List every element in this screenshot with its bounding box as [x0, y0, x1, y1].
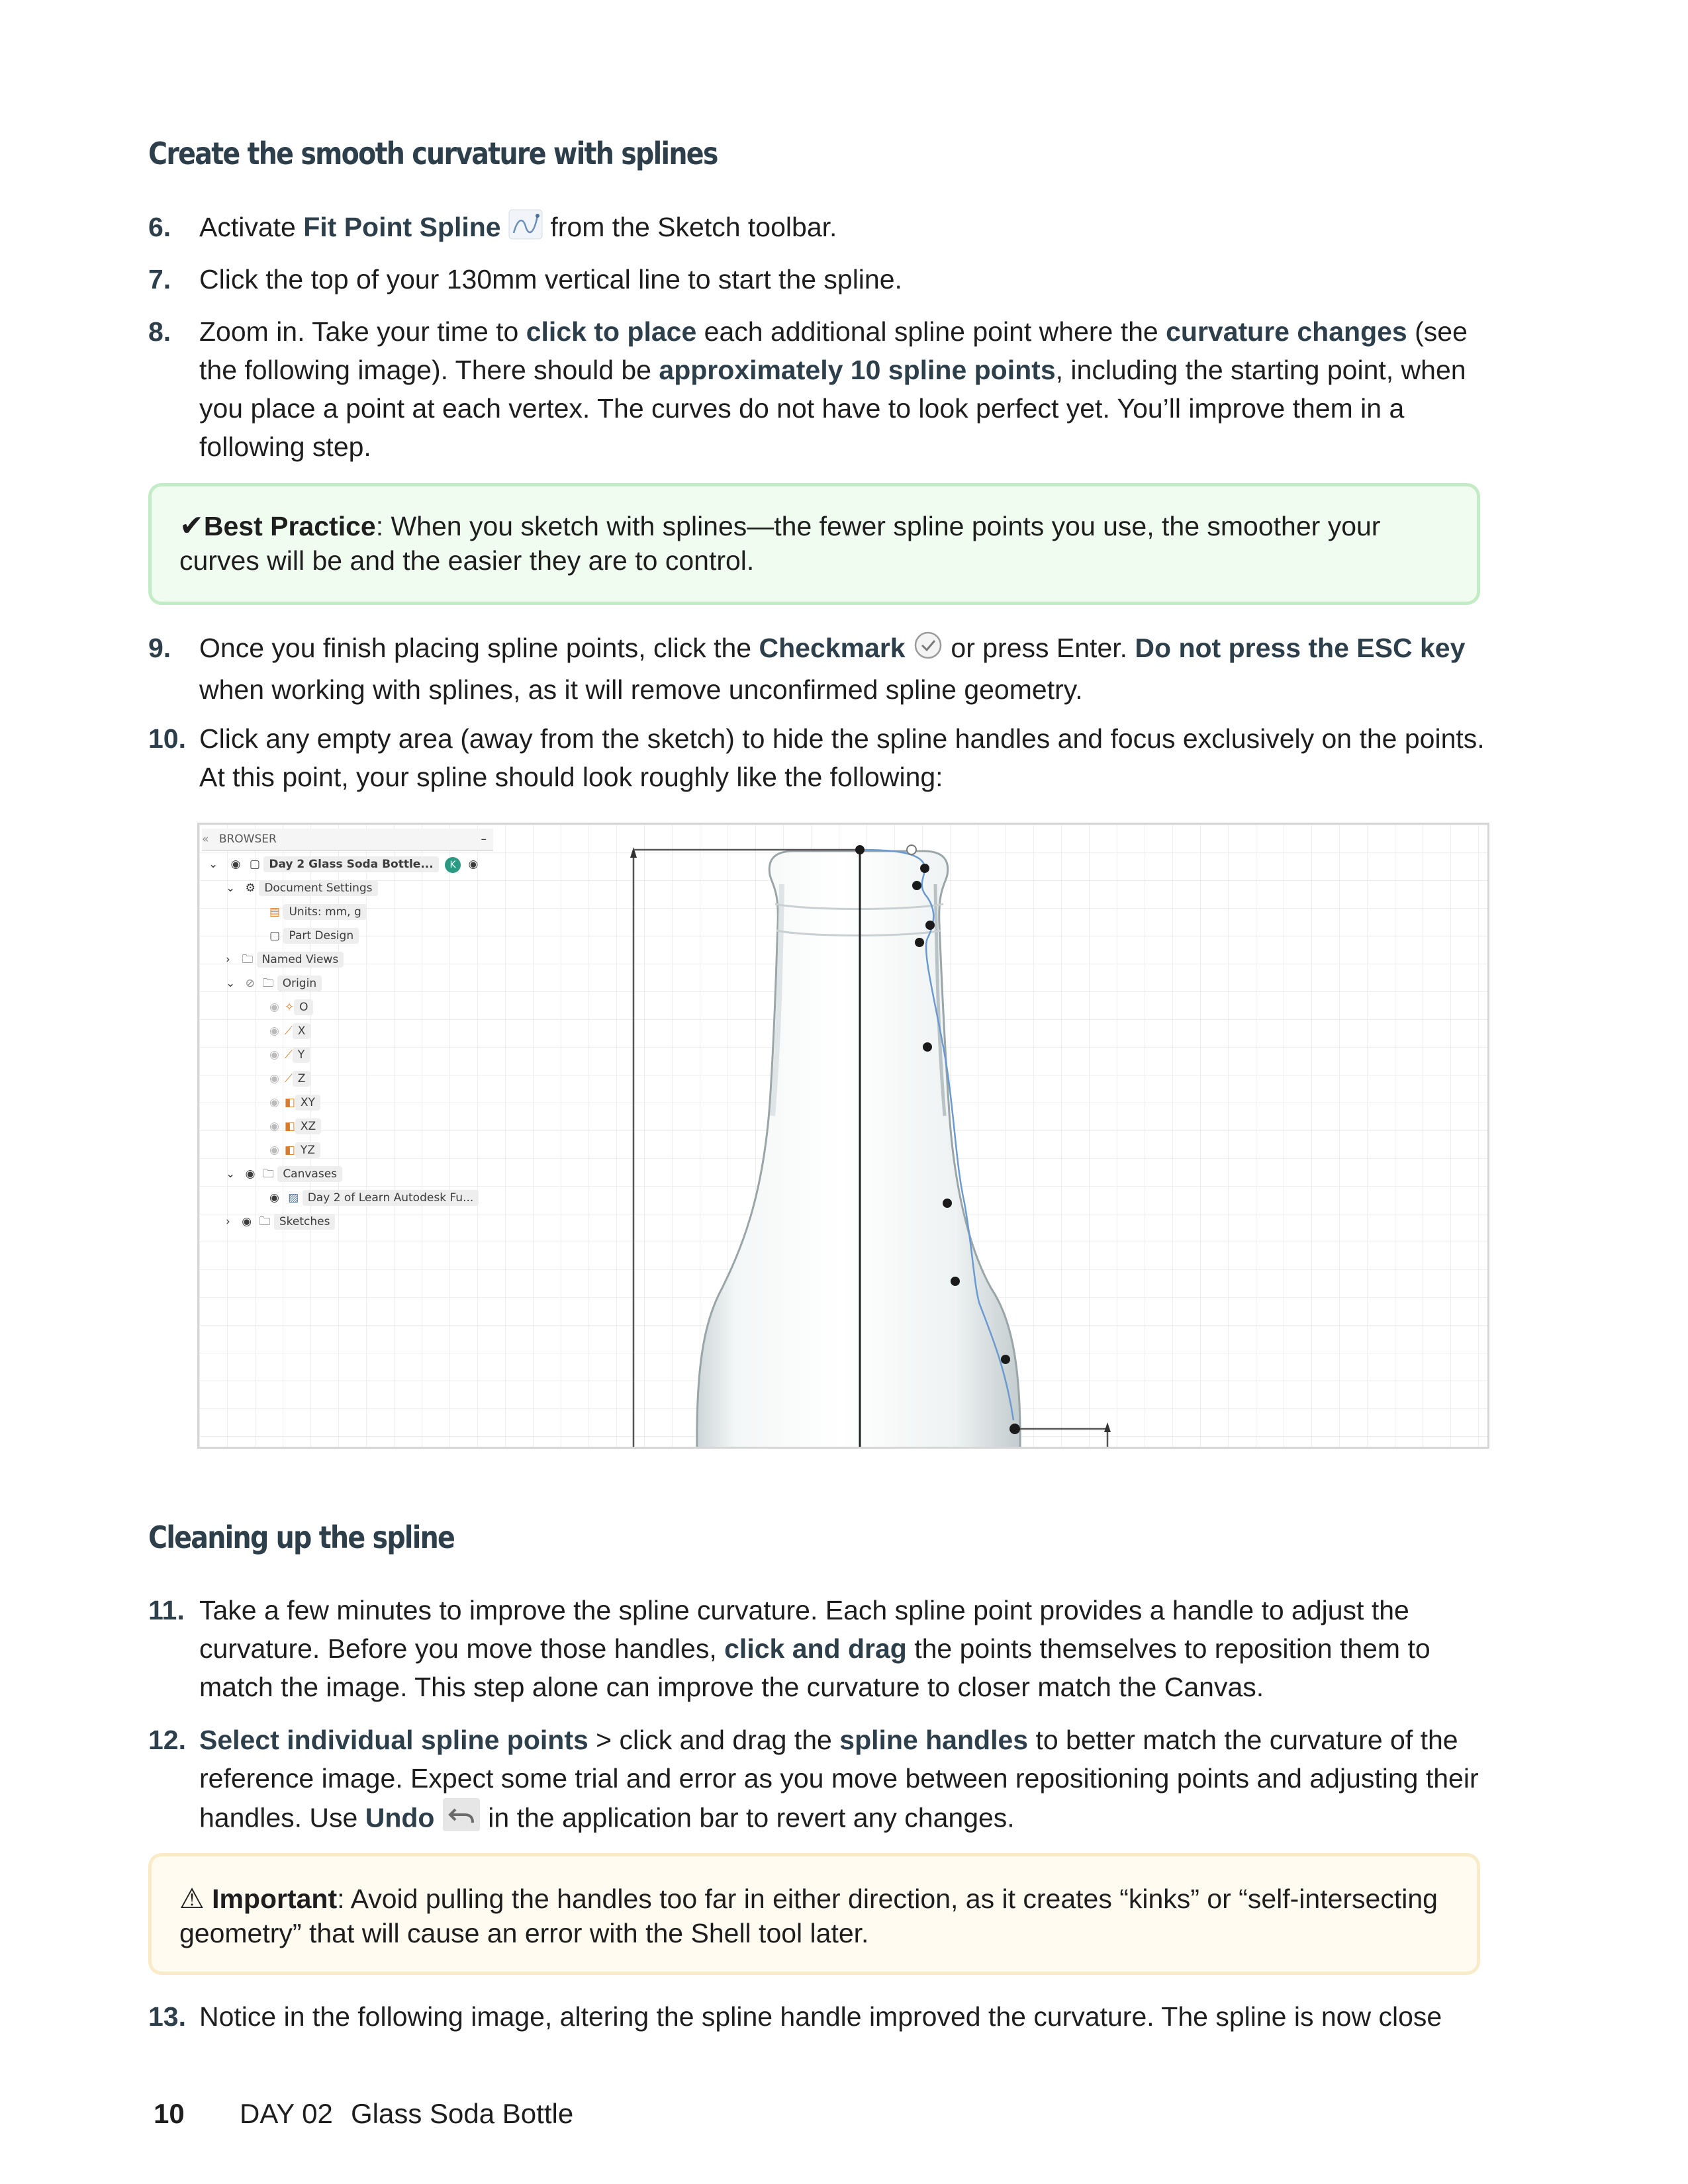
browser-title: BROWSER [218, 833, 277, 846]
tree-origin-item[interactable]: ◉ ⟋ Y [269, 1044, 310, 1066]
browser-root[interactable]: ⌄ ◉ ▢ Day 2 Glass Soda Bottle... K ◉ [209, 854, 478, 875]
step-number: 9. [148, 633, 171, 663]
user-badge: K [445, 857, 461, 873]
plane-icon: ◧ [284, 1144, 295, 1157]
tree-canvases[interactable]: ⌄ ◉ 🗀 Canvases [226, 1163, 342, 1185]
page-number: 10 [154, 2098, 185, 2129]
units-icon: ▤ [269, 905, 281, 919]
step-11: 11. Take a few minutes to improve the spline curvature. Each spline point provides a handle to adjust the curvature. Before you move those handles, click and drag the points themselves to reposition them to match the image. This step alone can improve the curvature to closer match the Canvas. [148, 1591, 1492, 1706]
step-number: 11. [148, 1595, 185, 1625]
collapse-panel-icon[interactable]: « [202, 833, 209, 846]
tree-document-settings[interactable]: ⌄ ⚙ Document Settings [226, 878, 378, 899]
axis-icon: ⟋ [284, 1048, 293, 1062]
hidden-eye-icon[interactable]: ◉ [269, 1048, 279, 1062]
section-heading-splines: Create the smooth curvature with splines [148, 136, 718, 171]
visibility-eye-icon[interactable]: ◉ [245, 1167, 256, 1181]
origin-point-icon: ✧ [284, 1001, 295, 1014]
minimize-panel-button[interactable]: – [481, 833, 487, 846]
visibility-eye-icon[interactable]: ◉ [230, 858, 241, 871]
step-13: 13. Notice in the following image, altering the spline handle improved the curvature. The spline is now close [148, 1997, 1492, 2036]
step-7: 7. Click the top of your 130mm vertical line to start the spline. [148, 260, 1492, 298]
tree-named-views[interactable]: › 🗀 Named Views [226, 949, 344, 970]
folder-icon: 🗀 [262, 977, 274, 990]
gear-icon: ⚙ [245, 882, 256, 895]
checkmark-circle-icon [913, 630, 943, 670]
step-6: 6. Activate Fit Point Spline from the Sketch toolbar. [148, 208, 1492, 250]
tree-origin-item[interactable]: ◉ ⟋ Z [269, 1068, 310, 1089]
best-practice-callout: ✔Best Practice: When you sketch with splines—the fewer spline points you use, the smoother your curves will be and the easier they are to control. [148, 483, 1480, 605]
axis-icon: ⟋ [284, 1072, 293, 1085]
tree-origin[interactable]: ⌄ ⊘ 🗀 Origin [226, 973, 322, 994]
chevron-down-icon[interactable]: ⌄ [226, 882, 236, 895]
hidden-eye-icon[interactable]: ◉ [269, 1096, 279, 1109]
step-number: 7. [148, 264, 171, 295]
component-icon: ▢ [249, 858, 260, 871]
chevron-down-icon[interactable]: ⌄ [209, 858, 218, 871]
step-9: 9. Once you finish placing spline points, click the Checkmark or press Enter. Do not press the ESC key when working with splines, as it will remove unconfirmed spline geometry. [148, 629, 1492, 709]
tree-origin-item[interactable]: ◉ ◧ XY [269, 1092, 320, 1113]
hidden-eye-icon[interactable]: ◉ [269, 1001, 279, 1014]
visibility-eye-icon[interactable]: ◉ [242, 1215, 252, 1228]
chevron-down-icon[interactable]: ⌄ [226, 977, 236, 990]
step-number: 12. [148, 1725, 186, 1755]
hidden-eye-icon[interactable]: ◉ [269, 1024, 279, 1038]
step-number: 6. [148, 212, 171, 242]
chevron-right-icon[interactable]: › [226, 953, 230, 966]
activate-radio-icon[interactable]: ◉ [468, 858, 479, 871]
visibility-eye-icon[interactable]: ◉ [269, 1191, 279, 1205]
folder-icon: 🗀 [242, 953, 254, 966]
tree-part-design[interactable]: ▢ Part Design [269, 925, 359, 946]
hidden-eye-icon[interactable]: ◉ [269, 1144, 279, 1157]
folder-icon: 🗀 [259, 1215, 271, 1228]
tree-origin-item[interactable]: ◉ ✧ O [269, 997, 313, 1018]
footer-chapter: DAY 02 [240, 2098, 333, 2129]
step-number: 10. [148, 723, 186, 754]
spline-screenshot [197, 823, 1489, 1449]
tree-origin-item[interactable]: ◉ ◧ YZ [269, 1140, 320, 1161]
tree-sketches[interactable]: › ◉ 🗀 Sketches [226, 1211, 335, 1232]
checkmark-icon: ✔ [179, 509, 204, 543]
folder-icon: 🗀 [262, 1167, 274, 1181]
chevron-right-icon[interactable]: › [226, 1215, 230, 1228]
step-8: 8. Zoom in. Take your time to click to place each additional spline point where the curvature changes (see the following image). There should be approximately 10 spline points, including the starting point, when you place a point at each vertex. The curves do not have to look perfect yet. You’ll improve them in a following step. [148, 312, 1492, 466]
tree-canvas-item[interactable]: ◉ ▨ Day 2 of Learn Autodesk Fu... [269, 1187, 479, 1208]
important-callout: ⚠ Important: Avoid pulling the handles too far in either direction, as it creates “kinks” or “self-intersecting geometry” that will cause an error with the Shell tool later. [148, 1853, 1480, 1975]
hidden-eye-icon[interactable]: ⊘ [245, 977, 255, 990]
undo-icon [442, 1797, 481, 1842]
fit-point-spline-icon [508, 209, 543, 250]
axis-icon: ⟋ [284, 1024, 293, 1038]
chevron-down-icon[interactable]: ⌄ [226, 1167, 236, 1181]
step-10: 10. Click any empty area (away from the sketch) to hide the spline handles and focus exclusively on the points. At this point, your spline should look roughly like the following: [148, 719, 1492, 796]
step-number: 13. [148, 2001, 186, 2032]
design-icon: ▢ [269, 929, 281, 942]
warning-icon: ⚠ [179, 1882, 205, 1915]
tree-origin-item[interactable]: ◉ ◧ XZ [269, 1116, 321, 1137]
browser-panel [199, 825, 507, 1449]
hidden-eye-icon[interactable]: ◉ [269, 1120, 279, 1133]
canvas-image-icon: ▨ [288, 1191, 299, 1205]
plane-icon: ◧ [284, 1120, 295, 1133]
footer-title: Glass Soda Bottle [351, 2098, 574, 2129]
step-12: 12. Select individual spline points > click and drag the spline handles to better match the curvature of the reference image. Expect some trial and error as you move between repositioning points and adjusting their handles. Use Undo in the application bar to revert any changes. [148, 1721, 1492, 1842]
step-number: 8. [148, 316, 171, 347]
tree-units[interactable]: ▤ Units: mm, g [269, 901, 367, 923]
plane-icon: ◧ [284, 1096, 295, 1109]
tree-origin-item[interactable]: ◉ ⟋ X [269, 1021, 310, 1042]
section-heading-cleaning: Cleaning up the spline [148, 1520, 455, 1555]
hidden-eye-icon[interactable]: ◉ [269, 1072, 279, 1085]
